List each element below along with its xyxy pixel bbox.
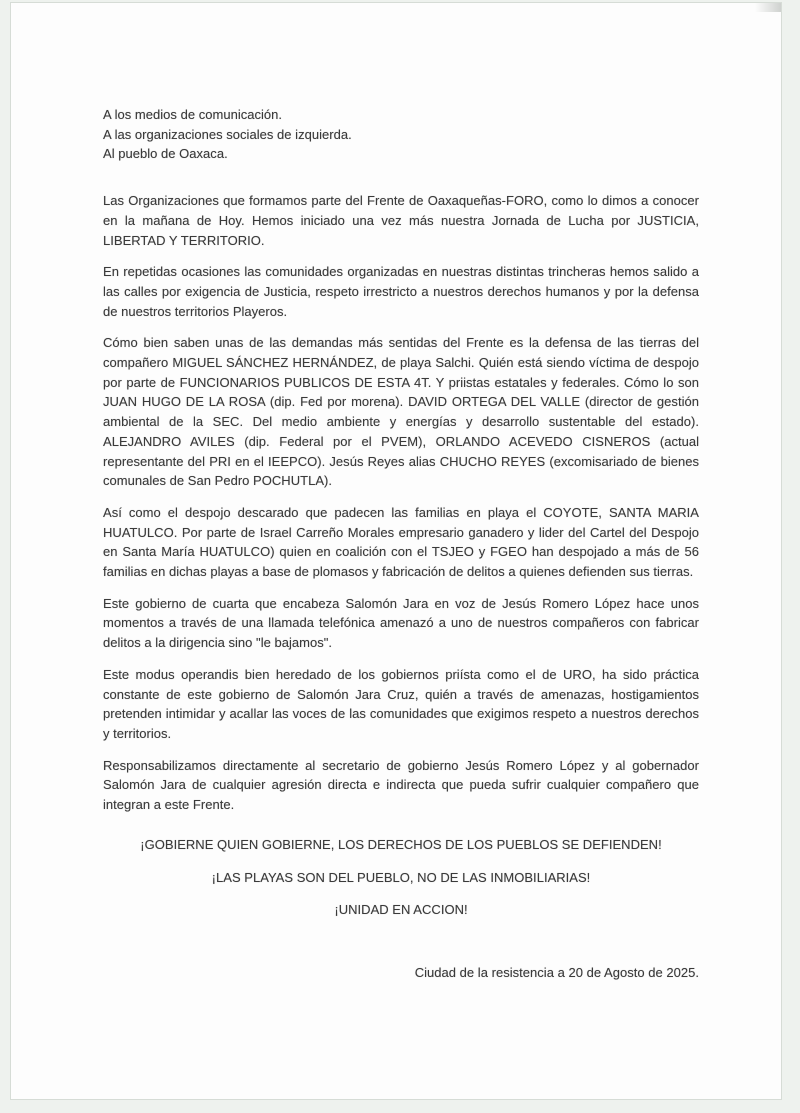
body-paragraph-intro: Las Organizaciones que formamos parte del Frente de Oaxaqueñas-FORO, como lo dimos a conocer en la mañana de Hoy. Hemos iniciado una vez más nuestra Jornada de Lucha por JUSTICIA, LIBERTAD Y TERRITORIO.	[103, 193, 699, 248]
letter-page	[10, 2, 782, 1100]
recipient-line-media: A los medios de comunicación.	[103, 107, 283, 122]
body-paragraph-defensa-tierras: Cómo bien saben unas de las demandas más sentidas del Frente es la defensa de las tierras del compañero MIGUEL SÁNCHEZ HERNÁNDEZ, de playa Salchi. Quién está siendo víctima de despojo por parte de FUNCIONARIOS PUBLICOS DE ESTA 4T. Y priistas estatales y federales. Cómo lo son JUAN HUGO DE LA ROSA (dip. Fed por morena). DAVID ORTEGA DEL VALLE (director de gestión ambiental de la SEC. Del medio ambiente y energías y desarrollo sustentable del estado). ALEJANDRO AVILES (dip. Federal por el PVEM), ORLANDO ACEVEDO CISNEROS (actual representante del PRI en el IEEPCO). Jesús Reyes alias CHUCHO REYES (excomisariado de bienes comunales de San Pedro POCHUTLA).	[103, 335, 699, 489]
letter-content	[11, 3, 781, 983]
slogan-unidad: ¡UNIDAD EN ACCION!	[334, 902, 468, 918]
slogan-playas: ¡LAS PLAYAS SON DEL PUEBLO, NO DE LAS INMOBILIARIAS!	[211, 869, 591, 885]
body-paragraph-despojo-familias: Así como el despojo descarado que padecen las familias en playa el COYOTE, SANTA MARIA HUATULCO. Por parte de Israel Carreño Morales empresario ganadero y lider del Cartel del Despojo en Santa María HUATULCO) quien en coalición con el TSJEO y FGEO han despojado a más de 56 familias en dichas playas a base de plomasos y fabricación de delitos a quienes defienden sus tierras.	[103, 504, 699, 580]
recipient-line-organizations: A las organizaciones sociales de izquierda.	[103, 126, 352, 142]
recipient-line-pueblo: Al pueblo de Oaxaca.	[103, 146, 228, 162]
body-paragraph-responsabilizamos: Responsabilizamos directamente al secretario de gobierno Jesús Romero López y al gobernador Salomón Jara de cualquier agresión directa e indirecta que pueda sufrir cualquier compañero que integran a este Frente.	[103, 757, 699, 813]
recipient-block	[103, 105, 699, 164]
body-paragraph-demandas: En repetidas ocasiones las comunidades organizadas en nuestras distintas trincheras hemos salido a las calles por exigencia de Justicia, respeto irrestricto a nuestros derechos humanos y por la defensa de nuestros territorios Playeros.	[103, 264, 699, 319]
slogan-gobierne: ¡GOBIERNE QUIEN GOBIERNE, LOS DERECHOS DE LOS PUEBLOS SE DEFIENDEN!	[140, 836, 662, 852]
body-paragraph-modus-operandis: Este modus operandis bien heredado de los gobiernos priísta como el de URO, ha sido práctica constante de este gobierno de Salomón Jara Cruz, quién a través de amenazas, hostigamientos pretenden intimidar y acallar las voces de las comunidades que exigimos respeto a nuestros derechos y territorios.	[103, 666, 699, 741]
body-paragraph-amenaza: Este gobierno de cuarta que encabeza Salomón Jara en voz de Jesús Romero López hace unos momentos a través de una llamada telefónica amenazó a uno de nuestros compañeros con fabricar delitos a la dirigencia sino "le bajamos".	[103, 595, 699, 651]
dateline: Ciudad de la resistencia a 20 de Agosto de 2025.	[414, 964, 699, 980]
